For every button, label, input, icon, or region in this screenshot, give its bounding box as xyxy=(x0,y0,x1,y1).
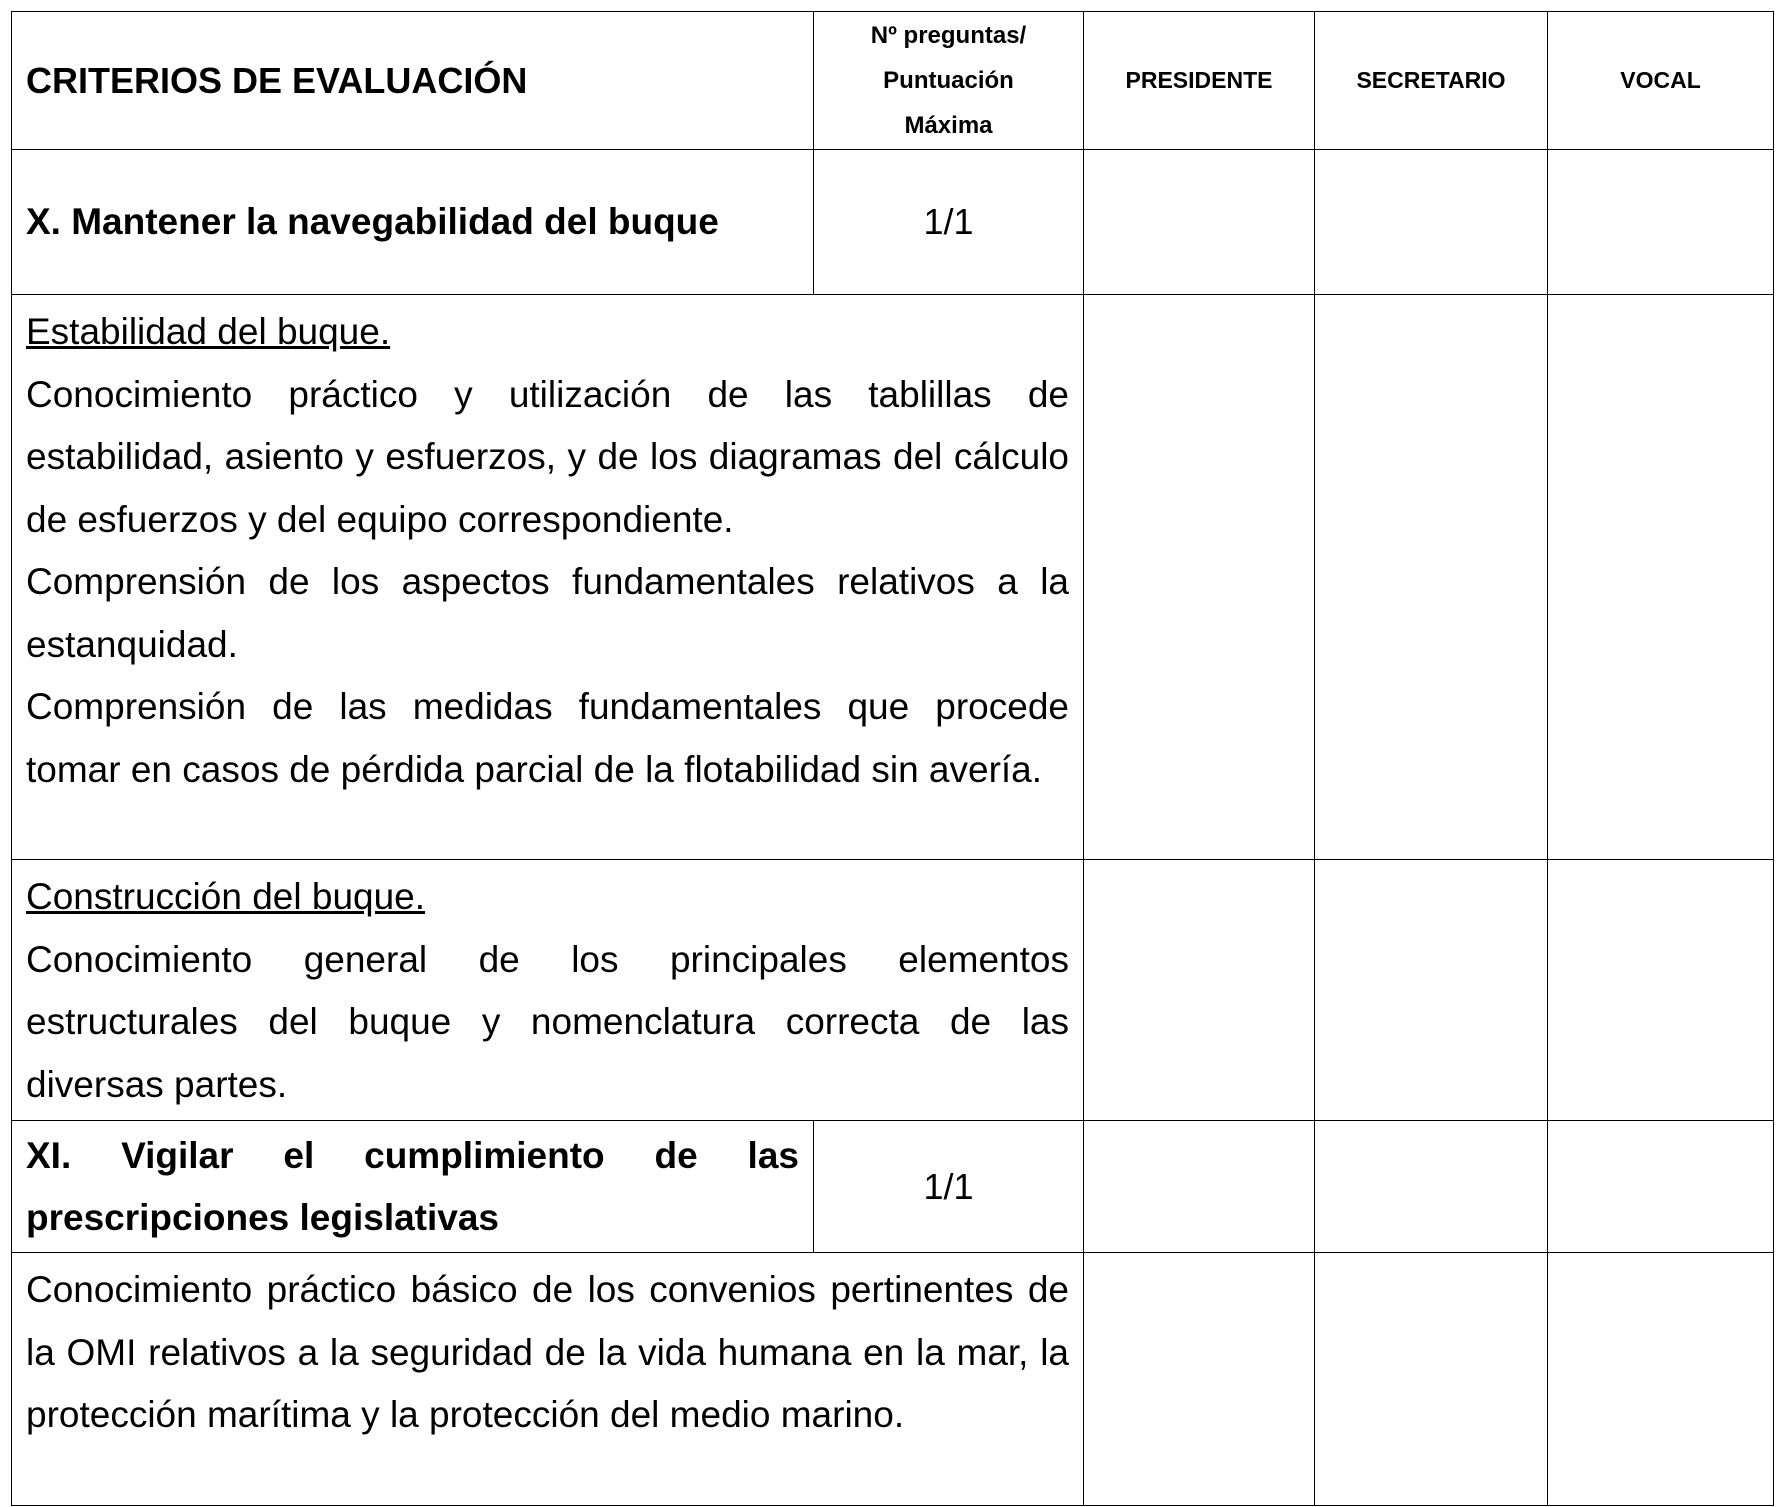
section-x-row xyxy=(12,150,1774,295)
secretary-cell xyxy=(1315,1253,1548,1506)
stability-row xyxy=(12,295,1774,860)
stability-paragraph: Comprensión de los aspectos fundamentales relativos a la estanquidad. xyxy=(26,561,1069,665)
score-header-line3: Máxima xyxy=(904,112,993,139)
stability-paragraph: Conocimiento práctico y utilización de las tablillas de estabilidad, asiento y esfuerzos, y de los diagramas del cálculo de esfuerzos y del equipo correspondiente. xyxy=(26,373,1069,540)
vocal-cell xyxy=(1548,150,1774,295)
section-xi-score: 1/1 xyxy=(814,1121,1084,1253)
section-x-title: X. Mantener la navegabilidad del buque xyxy=(12,150,814,295)
secretary-cell xyxy=(1315,295,1548,860)
section-xi-row xyxy=(12,1121,1774,1253)
president-cell xyxy=(1084,1121,1315,1253)
conventions-row xyxy=(12,1253,1774,1506)
criteria-header: CRITERIOS DE EVALUACIÓN xyxy=(12,12,814,150)
stability-subtitle: Estabilidad del buque. xyxy=(26,311,391,352)
header-row xyxy=(12,12,1774,150)
secretary-header: SECRETARIO xyxy=(1315,12,1548,150)
score-header-line2: Puntuación xyxy=(883,67,1014,94)
score-header-line1: Nº preguntas/ xyxy=(870,22,1027,49)
secretary-cell xyxy=(1315,1121,1548,1253)
conventions-content xyxy=(12,1253,1084,1506)
construction-row xyxy=(12,860,1774,1121)
score-header xyxy=(814,12,1084,150)
vocal-cell xyxy=(1548,1253,1774,1506)
construction-subtitle: Construcción del buque. xyxy=(26,876,426,917)
stability-paragraph: Comprensión de las medidas fundamentales que procede tomar en casos de pérdida parcial de la flotabilidad sin avería. xyxy=(26,686,1069,790)
vocal-header: VOCAL xyxy=(1548,12,1774,150)
president-cell xyxy=(1084,1253,1315,1506)
section-x-score: 1/1 xyxy=(814,150,1084,295)
vocal-cell xyxy=(1548,1121,1774,1253)
president-header: PRESIDENTE xyxy=(1084,12,1315,150)
section-xi-title: XI. Vigilar el cumplimiento de las prescripciones legislativas xyxy=(12,1121,814,1253)
vocal-cell xyxy=(1548,295,1774,860)
conventions-paragraph: Conocimiento práctico básico de los convenios pertinentes de la OMI relativos a la seguridad de la vida humana en la mar, la protección marítima y la protección del medio marino. xyxy=(26,1269,1069,1435)
secretary-cell xyxy=(1315,860,1548,1121)
evaluation-criteria-table xyxy=(11,11,1774,1506)
president-cell xyxy=(1084,860,1315,1121)
stability-content xyxy=(12,295,1084,860)
president-cell xyxy=(1084,150,1315,295)
vocal-cell xyxy=(1548,860,1774,1121)
president-cell xyxy=(1084,295,1315,860)
construction-content xyxy=(12,860,1084,1121)
secretary-cell xyxy=(1315,150,1548,295)
construction-paragraph: Conocimiento general de los principales elementos estructurales del buque y nomenclatura correcta de las diversas partes. xyxy=(26,938,1069,1105)
